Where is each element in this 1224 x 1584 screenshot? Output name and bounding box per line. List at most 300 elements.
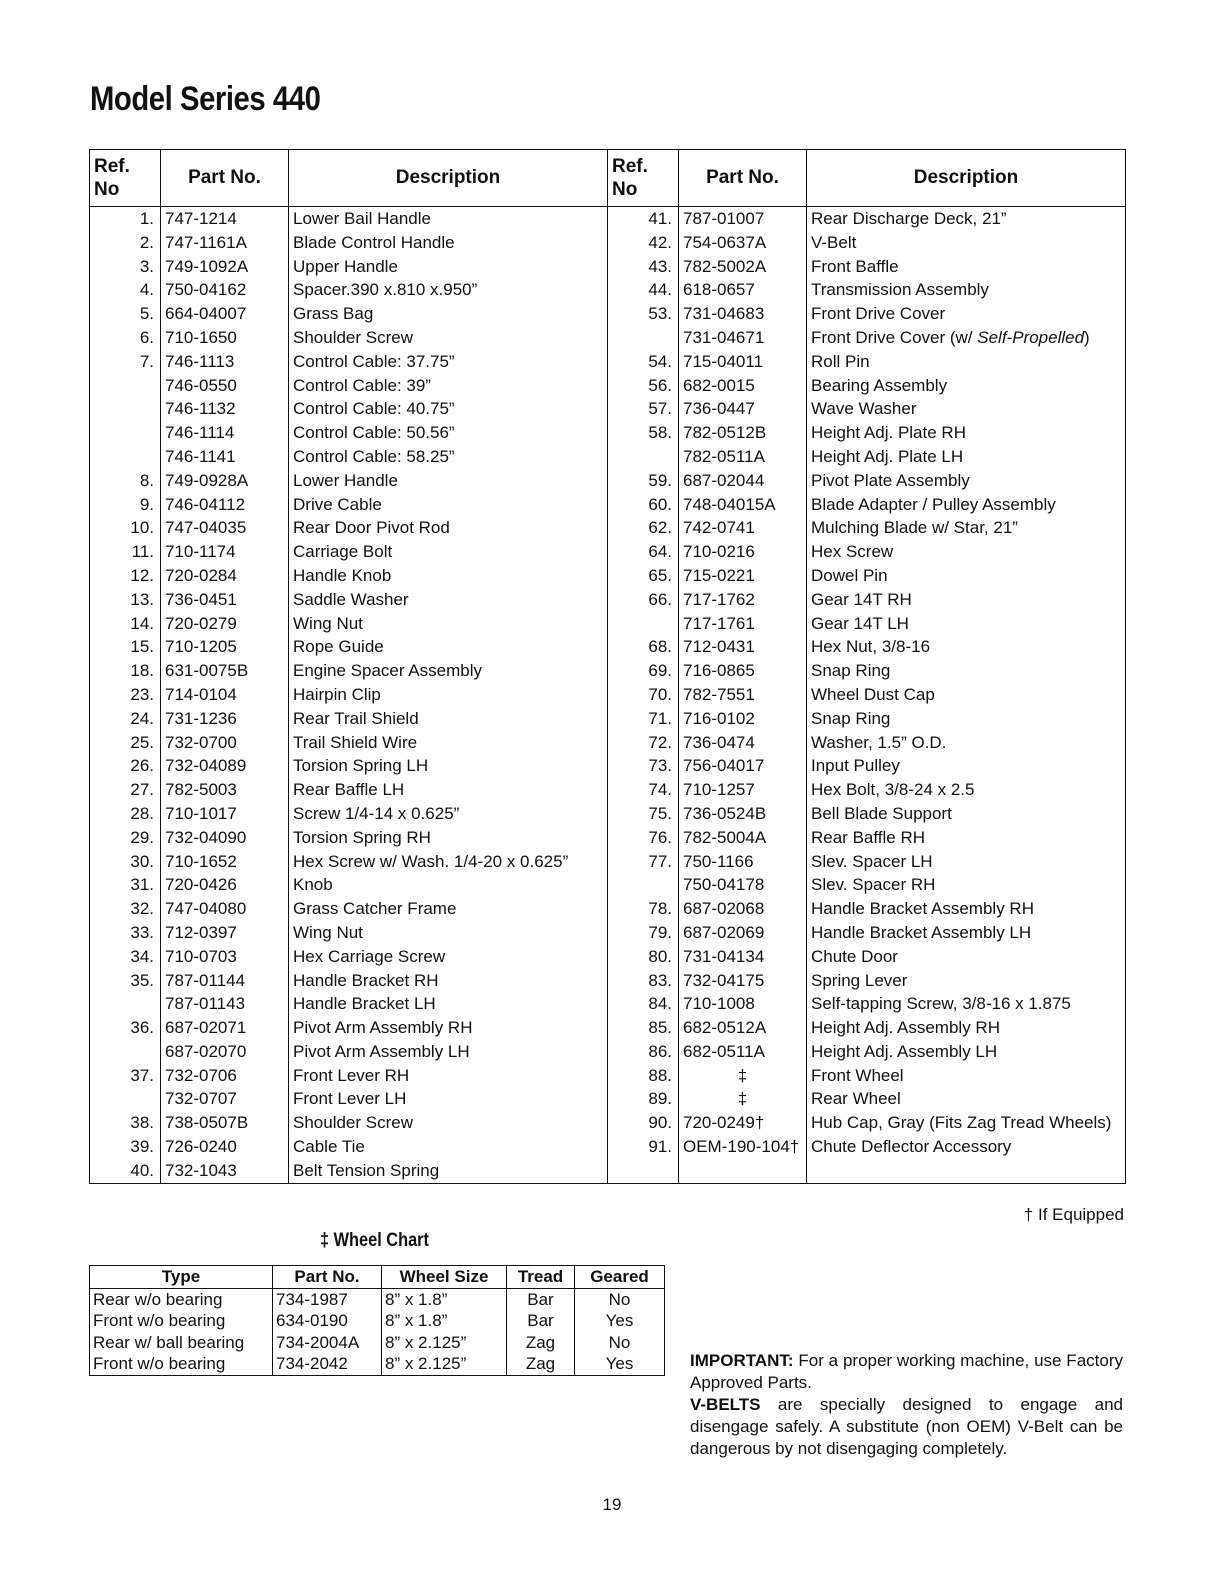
ref-no-cell: 34. [90,945,161,969]
description-cell: Spacer.390 x.810 x.950” [289,278,608,302]
part-no-cell: 736-0447 [679,397,807,421]
ref-no-cell: 89. [608,1087,679,1111]
part-no-cell: ‡ [679,1087,807,1111]
wheel-chart-cell: 734-2042 [273,1353,382,1375]
part-no-cell: ‡ [679,1064,807,1088]
part-no-cell: 717-1762 [679,588,807,612]
wheel-chart-row [90,1332,665,1354]
table-row [90,278,1126,302]
description-cell: Handle Knob [289,564,608,588]
description-cell: Torsion Spring LH [289,754,608,778]
table-row [90,1087,1126,1111]
description-cell: Control Cable: 39” [289,374,608,398]
part-no-cell: 631-0075B [161,659,289,683]
ref-no-cell: 60. [608,493,679,517]
ref-no-cell [90,374,161,398]
part-no-header: Part No. [679,150,807,207]
ref-no-cell: 25. [90,731,161,755]
vbelts-text: are specially designed to engage and disengage safely. A substitute (non OEM) V-Belt can be dangerous by not disengaging completely. [690,1395,1123,1458]
ref-no-cell: 54. [608,350,679,374]
ref-no-cell: 31. [90,873,161,897]
ref-no-cell: 64. [608,540,679,564]
part-no-cell: 749-1092A [161,255,289,279]
part-no-cell: 747-1161A [161,231,289,255]
wheel-chart-cell: Zag [507,1353,575,1375]
wheel-chart-cell: 8” x 1.8” [382,1310,507,1332]
part-no-cell: 746-1141 [161,445,289,469]
ref-no-cell: 26. [90,754,161,778]
part-no-cell: 787-01144 [161,969,289,993]
part-no-cell: 710-0216 [679,540,807,564]
part-no-cell: 726-0240 [161,1135,289,1159]
part-no-cell: 747-04080 [161,897,289,921]
table-row [90,683,1126,707]
important-notice [690,1350,1123,1460]
footnote-if-equipped: † If Equipped [1023,1205,1124,1224]
ref-no-cell: 18. [90,659,161,683]
wheel-chart-cell: 734-1987 [273,1288,382,1310]
part-no-cell: 731-04134 [679,945,807,969]
table-row [90,374,1126,398]
wheel-chart-table [89,1265,665,1376]
description-cell: Blade Adapter / Pulley Assembly [807,493,1126,517]
wheel-chart-header [90,1266,665,1289]
important-paragraph [690,1350,1123,1394]
table-row [90,1159,1126,1183]
part-no-cell: 750-1166 [679,850,807,874]
description-cell [807,326,1126,350]
table-row [90,921,1126,945]
ref-no-cell [90,1040,161,1064]
table-row [90,826,1126,850]
table-row [90,873,1126,897]
part-no-cell: 687-02071 [161,1016,289,1040]
ref-no-cell [90,1087,161,1111]
description-cell: Wheel Dust Cap [807,683,1126,707]
table-row [90,302,1126,326]
part-no-cell: 717-1761 [679,612,807,636]
description-cell: Bell Blade Support [807,802,1126,826]
ref-no-cell: 4. [90,278,161,302]
ref-no-cell [608,1159,679,1183]
part-no-cell: 736-0451 [161,588,289,612]
part-no-cell: 687-02069 [679,921,807,945]
part-no-cell: 715-04011 [679,350,807,374]
ref-no-cell: 83. [608,969,679,993]
description-cell [807,1159,1126,1183]
description-cell: Roll Pin [807,350,1126,374]
description-cell: Pivot Arm Assembly RH [289,1016,608,1040]
part-no-cell: 782-5003 [161,778,289,802]
ref-no-cell: 14. [90,612,161,636]
description-cell: Lower Bail Handle [289,207,608,231]
description-cell: Belt Tension Spring [289,1159,608,1183]
description-cell: Saddle Washer [289,588,608,612]
part-no-cell: OEM-190-104† [679,1135,807,1159]
wheel-chart-cell: 734-2004A [273,1332,382,1354]
description-cell: Rear Trail Shield [289,707,608,731]
table-row [90,850,1126,874]
part-no-cell: 736-0474 [679,731,807,755]
wheel-chart-cell: Front w/o bearing [90,1310,273,1332]
ref-no-cell: 35. [90,969,161,993]
wheel-chart-cell: Bar [507,1310,575,1332]
description-cell: Spring Lever [807,969,1126,993]
part-no-cell: 732-0707 [161,1087,289,1111]
part-no-cell: 710-1205 [161,635,289,659]
part-no-cell: 738-0507B [161,1111,289,1135]
ref-no-cell [608,612,679,636]
ref-no-cell: 39. [90,1135,161,1159]
table-row [90,207,1126,231]
ref-no-cell: 40. [90,1159,161,1183]
part-no-cell: 731-04683 [679,302,807,326]
part-no-cell: 746-1132 [161,397,289,421]
ref-no-cell [90,421,161,445]
ref-no-cell: 62. [608,516,679,540]
description-cell: Dowel Pin [807,564,1126,588]
parts-table [89,149,1126,1184]
table-row [90,897,1126,921]
important-label: IMPORTANT: [690,1351,794,1370]
part-no-cell: 682-0512A [679,1016,807,1040]
ref-no-cell: 23. [90,683,161,707]
description-cell: Height Adj. Assembly RH [807,1016,1126,1040]
description-cell: Front Drive Cover [807,302,1126,326]
wheel-chart-cell: No [575,1332,665,1354]
description-cell: Front Lever LH [289,1087,608,1111]
table-row [90,802,1126,826]
description-cell: Transmission Assembly [807,278,1126,302]
ref-no-cell: 76. [608,826,679,850]
important-text: For a proper working machine, use Factory Approved Parts. [690,1351,1123,1392]
part-no-cell: 754-0637A [679,231,807,255]
ref-no-cell: 43. [608,255,679,279]
ref-no-cell: 80. [608,945,679,969]
table-row [90,231,1126,255]
table-row [90,731,1126,755]
table-row [90,445,1126,469]
ref-no-cell: 38. [90,1111,161,1135]
part-no-cell: 710-1017 [161,802,289,826]
ref-no-cell [608,873,679,897]
part-no-cell: 720-0426 [161,873,289,897]
ref-no-cell: 75. [608,802,679,826]
description-cell: Control Cable: 37.75” [289,350,608,374]
vbelts-label: V-BELTS [690,1395,761,1414]
description-cell: Cable Tie [289,1135,608,1159]
table-row [90,564,1126,588]
ref-no-cell: 29. [90,826,161,850]
table-row [90,326,1126,350]
part-no-cell: 732-0706 [161,1064,289,1088]
part-no-cell: 710-1652 [161,850,289,874]
ref-no-cell: 27. [90,778,161,802]
description-cell: Lower Handle [289,469,608,493]
description-header: Description [289,150,608,207]
ref-no-cell: 57. [608,397,679,421]
ref-no-header: Ref. No [90,150,161,207]
part-no-cell: 787-01143 [161,992,289,1016]
description-header: Description [807,150,1126,207]
part-no-cell: 782-0511A [679,445,807,469]
description-cell: Upper Handle [289,255,608,279]
part-no-cell: 746-1113 [161,350,289,374]
description-cell: Height Adj. Plate LH [807,445,1126,469]
description-cell: V-Belt [807,231,1126,255]
part-no-cell: 756-04017 [679,754,807,778]
part-no-cell: 732-0700 [161,731,289,755]
part-no-cell: 742-0741 [679,516,807,540]
ref-no-cell: 10. [90,516,161,540]
description-cell: Wave Washer [807,397,1126,421]
description-cell: Engine Spacer Assembly [289,659,608,683]
part-no-cell: 746-0550 [161,374,289,398]
ref-no-cell [90,445,161,469]
part-no-cell: 736-0524B [679,802,807,826]
ref-no-cell: 77. [608,850,679,874]
description-cell: Grass Bag [289,302,608,326]
part-no-cell: 720-0279 [161,612,289,636]
description-cell: Rear Baffle RH [807,826,1126,850]
description-cell: Blade Control Handle [289,231,608,255]
part-no-cell [679,1159,807,1183]
table-row [90,1135,1126,1159]
part-no-cell: 714-0104 [161,683,289,707]
part-no-cell: 749-0928A [161,469,289,493]
description-cell: Shoulder Screw [289,1111,608,1135]
description-cell: Rear Baffle LH [289,778,608,802]
ref-no-cell: 59. [608,469,679,493]
description-cell: Hex Nut, 3/8-16 [807,635,1126,659]
part-no-cell: 618-0657 [679,278,807,302]
ref-no-cell: 2. [90,231,161,255]
table-row [90,992,1126,1016]
description-cell: Handle Bracket Assembly LH [807,921,1126,945]
ref-no-cell: 68. [608,635,679,659]
ref-no-cell: 33. [90,921,161,945]
description-cell: Slev. Spacer RH [807,873,1126,897]
ref-no-cell: 32. [90,897,161,921]
ref-no-header: Ref. No [608,150,679,207]
description-cell: Knob [289,873,608,897]
ref-no-cell: 72. [608,731,679,755]
ref-no-cell: 15. [90,635,161,659]
ref-no-cell: 86. [608,1040,679,1064]
part-no-cell: 712-0431 [679,635,807,659]
description-cell: Wing Nut [289,921,608,945]
table-row [90,516,1126,540]
part-no-cell: 746-04112 [161,493,289,517]
description-cell: Control Cable: 58.25” [289,445,608,469]
description-cell: Rope Guide [289,635,608,659]
part-no-cell: 746-1114 [161,421,289,445]
table-row [90,469,1126,493]
part-no-cell: 732-1043 [161,1159,289,1183]
ref-no-cell [90,992,161,1016]
ref-no-cell: 12. [90,564,161,588]
part-no-cell: 720-0249† [679,1111,807,1135]
part-no-cell: 782-0512B [679,421,807,445]
part-no-cell: 732-04175 [679,969,807,993]
description-cell: Hex Screw [807,540,1126,564]
ref-no-cell: 53. [608,302,679,326]
part-no-cell: 710-1008 [679,992,807,1016]
ref-no-cell: 30. [90,850,161,874]
description-cell: Handle Bracket RH [289,969,608,993]
ref-no-cell: 56. [608,374,679,398]
description-cell: Rear Discharge Deck, 21” [807,207,1126,231]
table-row [90,778,1126,802]
part-no-cell: 687-02068 [679,897,807,921]
description-cell: Screw 1/4-14 x 0.625” [289,802,608,826]
description-cell: Hairpin Clip [289,683,608,707]
part-no-cell: 731-04671 [679,326,807,350]
wheel-chart-cell: 634-0190 [273,1310,382,1332]
wheel-chart-column-header: Tread [507,1266,575,1289]
description-text: Front Drive Cover (w/ [811,327,978,347]
description-cell: Shoulder Screw [289,326,608,350]
part-no-cell: 732-04089 [161,754,289,778]
description-cell: Torsion Spring RH [289,826,608,850]
table-row [90,1111,1126,1135]
description-cell: Height Adj. Assembly LH [807,1040,1126,1064]
wheel-chart-cell: Zag [507,1332,575,1354]
ref-no-cell: 79. [608,921,679,945]
part-no-header: Part No. [161,150,289,207]
description-cell: Slev. Spacer LH [807,850,1126,874]
description-cell: Wing Nut [289,612,608,636]
parts-table-header [90,150,1126,207]
wheel-chart-cell: 8” x 2.125” [382,1353,507,1375]
description-cell: Front Wheel [807,1064,1126,1088]
table-row [90,707,1126,731]
description-cell: Drive Cable [289,493,608,517]
wheel-chart-row [90,1288,665,1310]
description-cell: Hub Cap, Gray (Fits Zag Tread Wheels) [807,1111,1126,1135]
ref-no-cell: 88. [608,1064,679,1088]
part-no-cell: 782-5004A [679,826,807,850]
ref-no-cell: 8. [90,469,161,493]
part-no-cell: 715-0221 [679,564,807,588]
ref-no-cell: 65. [608,564,679,588]
description-cell: Gear 14T LH [807,612,1126,636]
description-cell: Height Adj. Plate RH [807,421,1126,445]
part-no-cell: 731-1236 [161,707,289,731]
ref-no-cell: 78. [608,897,679,921]
table-row [90,754,1126,778]
wheel-chart-cell: Rear w/ ball bearing [90,1332,273,1354]
part-no-cell: 682-0015 [679,374,807,398]
part-no-cell: 716-0102 [679,707,807,731]
part-no-cell: 782-5002A [679,255,807,279]
part-no-cell: 710-1257 [679,778,807,802]
wheel-chart-cell: Yes [575,1310,665,1332]
table-row [90,1040,1126,1064]
part-no-cell: 747-04035 [161,516,289,540]
part-no-cell: 716-0865 [679,659,807,683]
wheel-chart-column-header: Part No. [273,1266,382,1289]
description-cell: Input Pulley [807,754,1126,778]
part-no-cell: 732-04090 [161,826,289,850]
description-cell: Self-tapping Screw, 3/8-16 x 1.875 [807,992,1126,1016]
wheel-chart-cell: 8” x 2.125” [382,1332,507,1354]
description-cell: Hex Bolt, 3/8-24 x 2.5 [807,778,1126,802]
table-row [90,635,1126,659]
part-no-cell: 748-04015A [679,493,807,517]
table-row [90,659,1126,683]
description-cell: Bearing Assembly [807,374,1126,398]
description-cell: Pivot Arm Assembly LH [289,1040,608,1064]
part-no-cell: 720-0284 [161,564,289,588]
table-row [90,969,1126,993]
description-cell: Front Baffle [807,255,1126,279]
description-cell: Pivot Plate Assembly [807,469,1126,493]
description-cell: Front Lever RH [289,1064,608,1088]
wheel-chart-cell: Yes [575,1353,665,1375]
part-no-cell: 710-1650 [161,326,289,350]
ref-no-cell: 13. [90,588,161,612]
description-cell: Chute Door [807,945,1126,969]
ref-no-cell [608,445,679,469]
table-row [90,493,1126,517]
ref-no-cell: 66. [608,588,679,612]
wheel-chart-cell: No [575,1288,665,1310]
ref-no-cell: 91. [608,1135,679,1159]
table-row [90,1016,1126,1040]
ref-no-cell [608,326,679,350]
wheel-chart-cell: Rear w/o bearing [90,1288,273,1310]
description-cell: Hex Carriage Screw [289,945,608,969]
description-cell: Hex Screw w/ Wash. 1/4-20 x 0.625” [289,850,608,874]
ref-no-cell: 42. [608,231,679,255]
part-no-cell: 750-04178 [679,873,807,897]
part-no-cell: 712-0397 [161,921,289,945]
wheel-chart-row [90,1353,665,1375]
part-no-cell: 710-0703 [161,945,289,969]
description-cell: Washer, 1.5” O.D. [807,731,1126,755]
description-text-end: ) [1084,327,1090,347]
vbelts-paragraph [690,1394,1123,1460]
ref-no-cell: 85. [608,1016,679,1040]
table-row [90,397,1126,421]
description-cell: Chute Deflector Accessory [807,1135,1126,1159]
description-cell: Gear 14T RH [807,588,1126,612]
wheel-chart-column-header: Geared [575,1266,665,1289]
description-cell: Handle Bracket LH [289,992,608,1016]
table-row [90,255,1126,279]
part-no-cell: 687-02070 [161,1040,289,1064]
ref-no-cell: 73. [608,754,679,778]
page-number: 19 [602,1495,622,1514]
part-no-cell: 747-1214 [161,207,289,231]
ref-no-cell: 71. [608,707,679,731]
description-cell: Snap Ring [807,707,1126,731]
table-row [90,612,1126,636]
description-cell: Grass Catcher Frame [289,897,608,921]
ref-no-cell: 90. [608,1111,679,1135]
description-cell: Rear Door Pivot Rod [289,516,608,540]
wheel-chart-cell: Front w/o bearing [90,1353,273,1375]
ref-no-cell: 24. [90,707,161,731]
part-no-cell: 750-04162 [161,278,289,302]
ref-no-cell: 74. [608,778,679,802]
ref-no-cell: 58. [608,421,679,445]
wheel-chart-title: ‡ Wheel Chart [320,1230,429,1251]
description-cell: Control Cable: 50.56” [289,421,608,445]
description-cell: Carriage Bolt [289,540,608,564]
description-cell: Rear Wheel [807,1087,1126,1111]
